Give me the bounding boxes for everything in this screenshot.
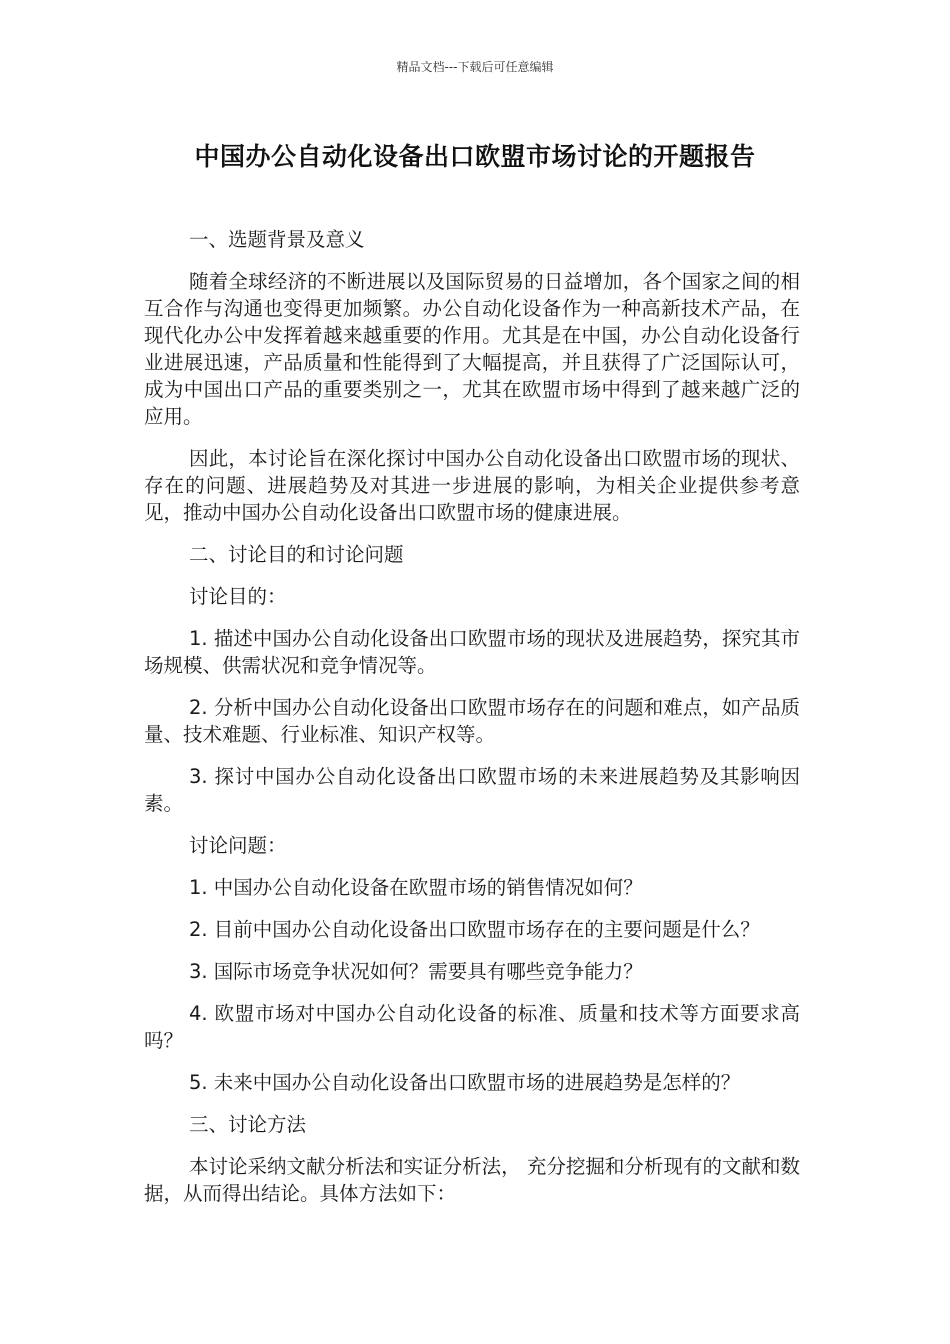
subheading-objectives: 讨论目的： (189, 585, 287, 608)
objective-item: 1. 描述中国办公自动化设备出口欧盟市场的现状及进展趋势，探究其市场规模、供需状况和竞争情况等。 (144, 627, 800, 677)
question-item: 1. 中国办公自动化设备在欧盟市场的销售情况如何？ (189, 876, 643, 899)
section-heading-objectives: 二、讨论目的和讨论问题 (189, 543, 404, 566)
section-heading-methods: 三、讨论方法 (189, 1113, 307, 1136)
section-heading-background: 一、选题背景及意义 (189, 228, 365, 251)
paragraph-background: 随着全球经济的不断进展以及国际贸易的日益增加，各个国家之间的相互合作与沟通也变得更加频繁。办公自动化设备作为一种高新技术产品，在现代化办公中发挥着越来越重要的作用。尤其是在中国，办公自动化设备行业进展迅速，产品质量和性能得到了大幅提高，并且获得了广泛国际认可， 成为中国出口产品的重要类别之一，尤其在欧盟市场中得到了越来越广泛的应用。 (144, 270, 800, 428)
question-item: 3. 国际市场竞争状况如何？需要具有哪些竞争能力？ (189, 960, 643, 983)
paragraph-methods: 本讨论采纳文献分析法和实证分析法， 充分挖掘和分析现有的文献和数据，从而得出结论。具体方法如下： (144, 1155, 800, 1205)
paragraph-purpose-statement: 因此，本讨论旨在深化探讨中国办公自动化设备出口欧盟市场的现状、存在的问题、进展趋势及对其进一步进展的影响，为相关企业提供参考意见，推动中国办公自动化设备出口欧盟市场的健康进展。 (144, 447, 800, 524)
document-body (144, 226, 800, 1222)
document-title: 中国办公自动化设备出口欧盟市场讨论的开题报告 (194, 142, 756, 171)
subheading-questions: 讨论问题： (189, 834, 287, 857)
page-header: 精品文档---下载后可任意编辑 (396, 60, 554, 74)
objective-item: 2. 分析中国办公自动化设备出口欧盟市场存在的问题和难点，如产品质量、技术难题、行业标准、知识产权等。 (144, 696, 800, 746)
question-item: 5. 未来中国办公自动化设备出口欧盟市场的进展趋势是怎样的？ (189, 1071, 741, 1094)
question-item: 4. 欧盟市场对中国办公自动化设备的标准、质量和技术等方面要求高吗？ (144, 1002, 800, 1052)
question-item: 2. 目前中国办公自动化设备出口欧盟市场存在的主要问题是什么？ (189, 918, 760, 941)
objective-item: 3. 探讨中国办公自动化设备出口欧盟市场的未来进展趋势及其影响因素。 (144, 765, 800, 815)
